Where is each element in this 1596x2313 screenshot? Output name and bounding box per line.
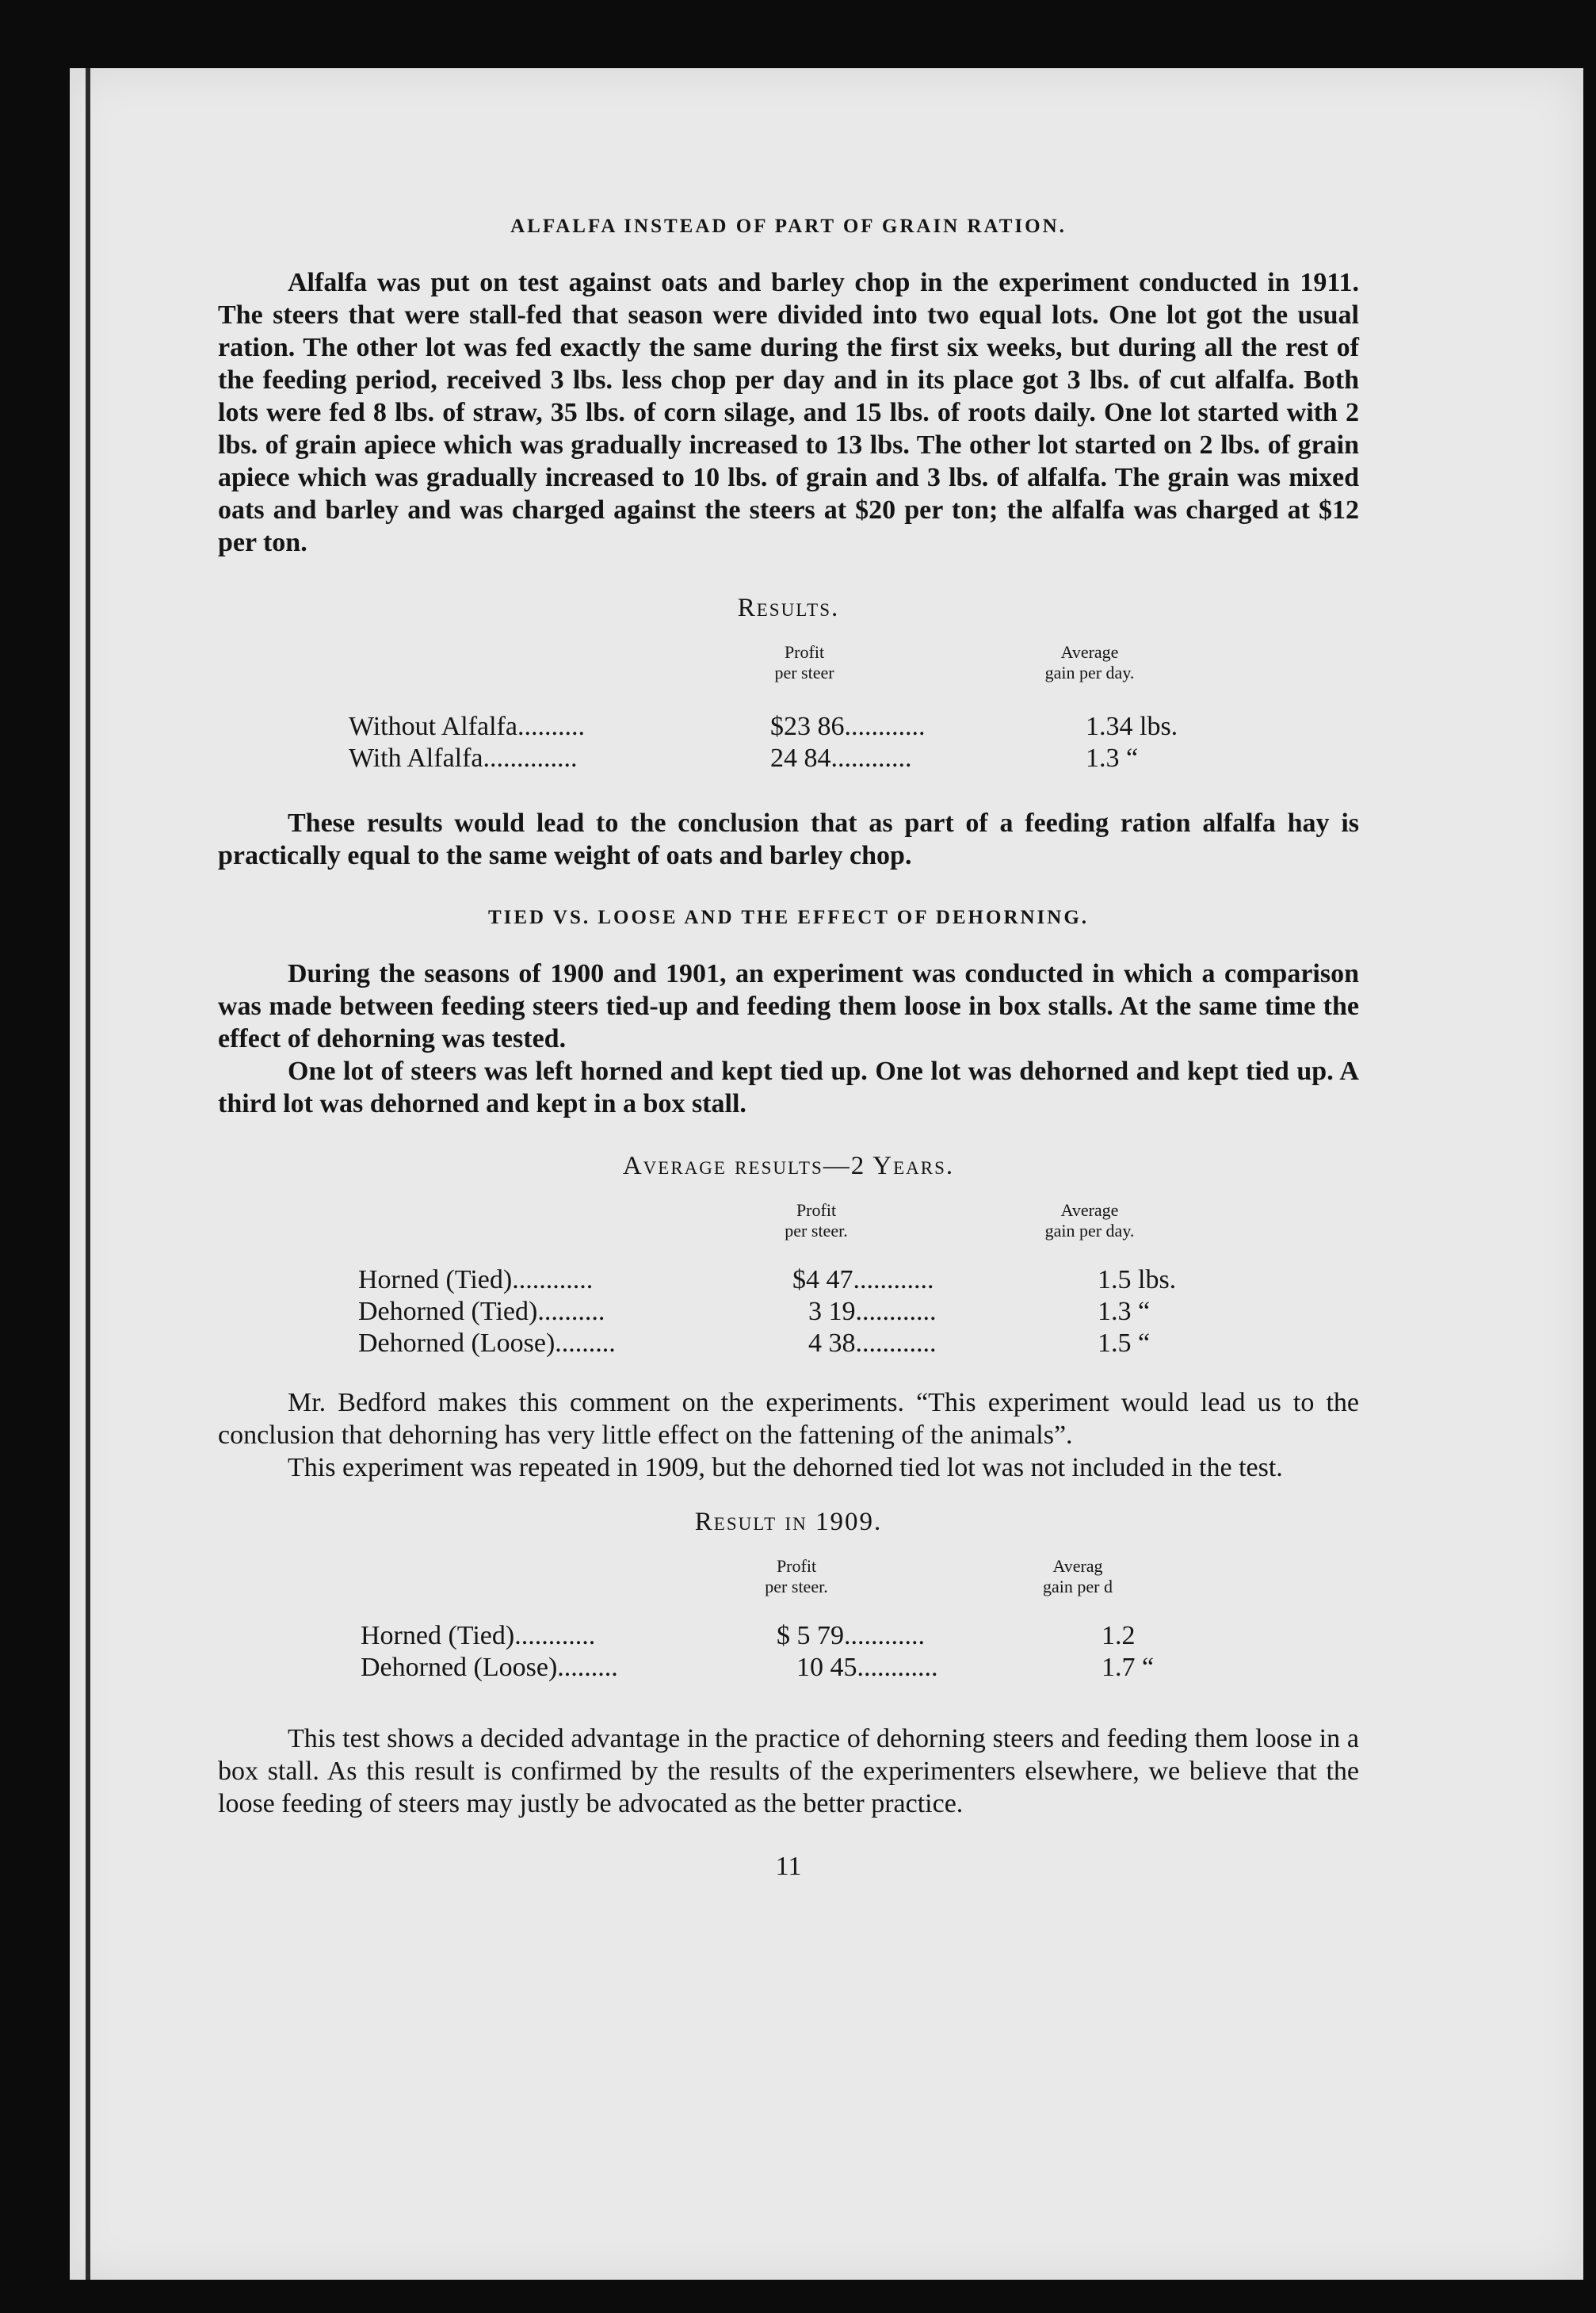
average-results-title: Average results—2 Years. [622,1152,955,1180]
table-row: Without Alfalfa.......... $23 86............ 1.34 lbs. [349,712,1178,741]
table-row: Dehorned (Loose)......... 10 45............ 1.7 “ [361,1653,1155,1682]
col-profit-header: Profit per steer [774,642,834,682]
table-row: With Alfalfa.............. 24 84............ 1.3 “ [349,744,1139,773]
col-gain-header: Average gain per day. [1044,642,1135,682]
binding-edge [86,68,90,2280]
page-number: 11 [775,1852,802,1881]
alfalfa-conclusion: These results would lead to the conclusion that as part of a feeding ration alfalfa hay is practically equal to the same weight of oats and barley chop. [218,809,1359,870]
section-heading-alfalfa: ALFALFA INSTEAD OF PART OF GRAIN RATION. [510,216,1067,237]
col-gain-header: Averag gain per d [1043,1556,1113,1596]
results-table [218,642,1359,777]
results-title: Results. [737,594,840,622]
table-row: Dehorned (Tied).......... 3 19............ 1.3 “ [358,1297,1151,1326]
alfalfa-paragraph: Alfalfa was put on test against oats and barley chop in the experiment conducted in 1911. The steers that were stall-fed that season were divided into two equal lots. One lot got the usual ration. The other lot was fed exactly the same during the first six weeks, but during all the rest of the feeding period, received 3 lbs. less chop per day and in its place got 3 lbs. of cut alfalfa. Both lots were fed 8 lbs. of straw, 35 lbs. of corn silage, and 15 lbs. of roots daily. One lot started with 2 lbs. of grain apiece which was gradually increased to 13 lbs. The other lot started on 2 lbs. of grain apiece which was gradually increased to 10 lbs. of grain and 3 lbs. of alfalfa. The grain was mixed oats and barley and was charged against the steers at $20 per ton; the alfalfa was charged at $12 per ton. [218,268,1359,557]
col-gain-header: Average gain per day. [1044,1200,1135,1241]
table-row: Horned (Tied)............ $ 5 79............ 1.2 [361,1621,1136,1650]
dehorning-paragraph-1: During the seasons of 1900 and 1901, an experiment was conducted in which a comparison was made between feeding steers tied-up and feeding them loose in box stalls. At the same time the effect of dehorning was tested. [218,959,1359,1053]
final-conclusion: This test shows a decided advantage in the practice of dehorning steers and feeding them loose in a box stall. As this result is confirmed by the results of the experimenters elsewhere, we believe that the loose feeding of steers may justly be advocated as the better practice. [218,1724,1359,1818]
table-row: Horned (Tied)............ $4 47............ 1.5 lbs. [358,1265,1177,1294]
repeat-note: This experiment was repeated in 1909, but the dehorned tied lot was not included in the test. [288,1453,1283,1482]
result-1909-title: Result in 1909. [694,1508,883,1536]
dehorning-paragraph-2: One lot of steers was left horned and kept tied up. One lot was dehorned and kept tied up. A third lot was dehorned and kept in a box stall. [218,1057,1359,1118]
result-1909-table [218,1556,1359,1691]
section-heading-dehorning: TIED VS. LOOSE AND THE EFFECT OF DEHORNING. [487,907,1090,928]
col-profit-header: Profit per steer. [785,1200,848,1241]
table-row: Dehorned (Loose)......... 4 38............ 1.5 “ [358,1329,1151,1358]
page-content [218,216,1359,1882]
average-results-table [218,1200,1359,1363]
col-profit-header: Profit per steer. [765,1556,828,1596]
bedford-comment: Mr. Bedford makes this comment on the experiments. “This experiment would lead us to the conclusion that dehorning has very little effect on the fattening of the animals”. [218,1388,1359,1450]
